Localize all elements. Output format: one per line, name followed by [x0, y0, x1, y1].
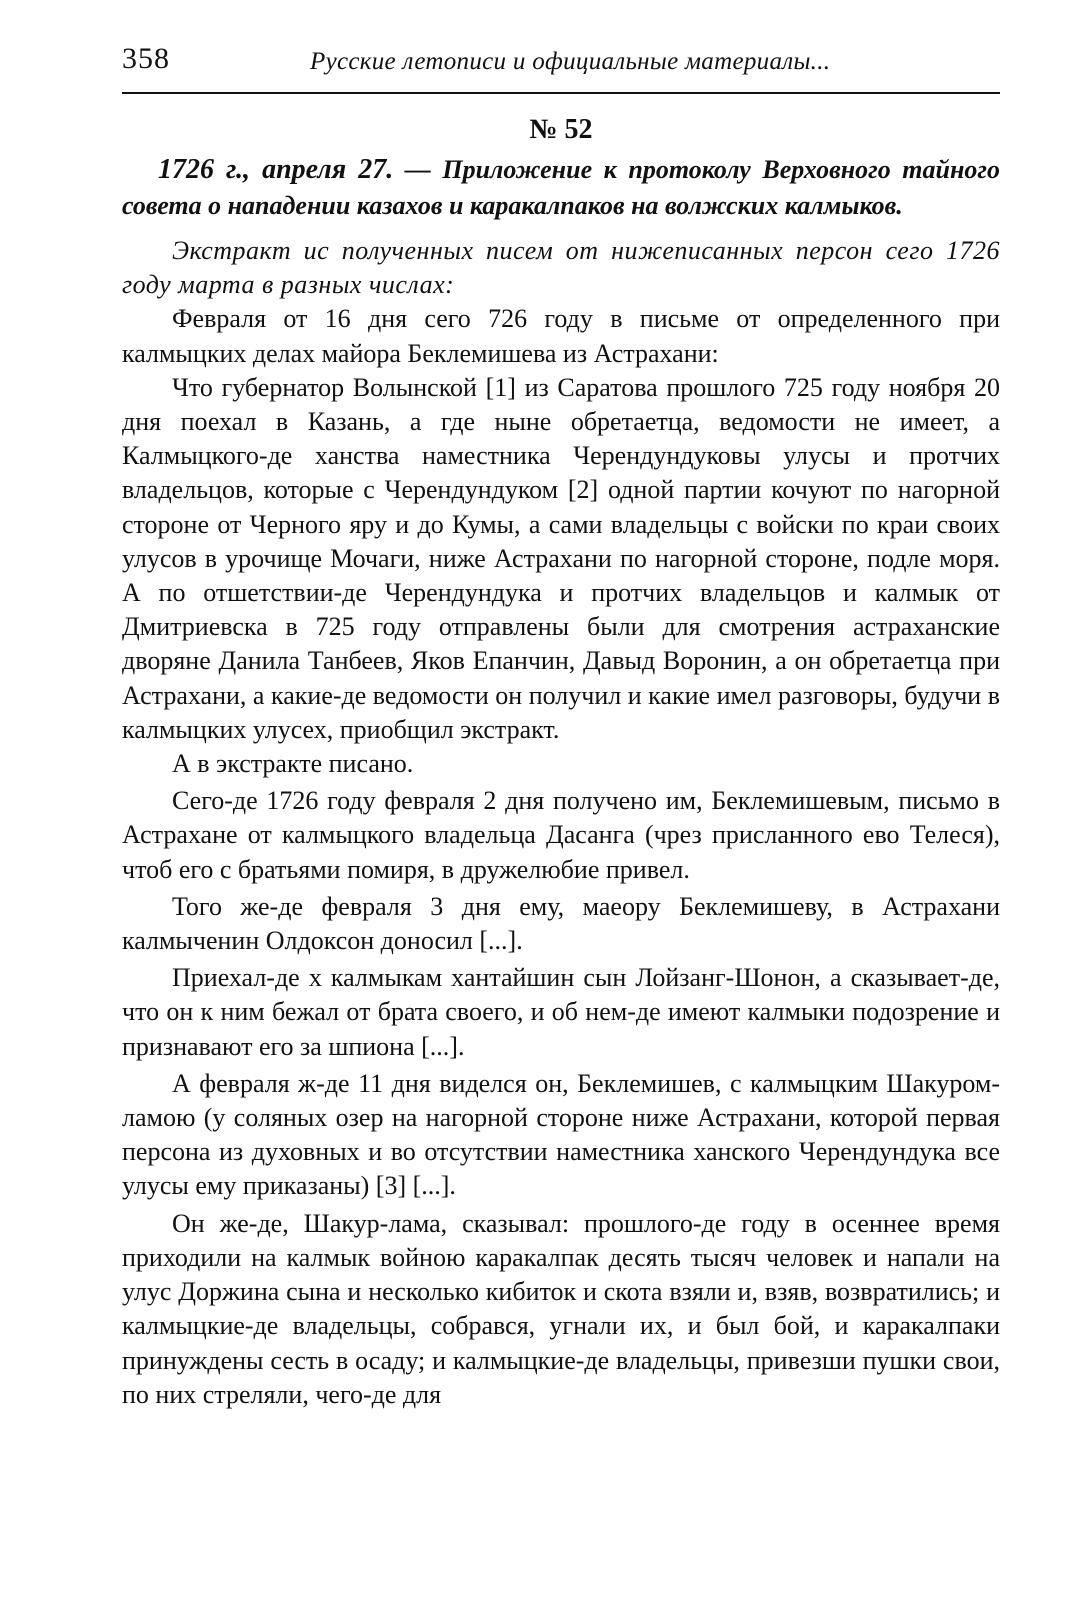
body-paragraph: Он же-де, Шакур-лама, сказывал: прошлого-де году в осеннее время приходили на калмык войною каракалпак десять тысяч человек и напали на улус Доржина сына и несколько кибиток и скота взяли и, взяв, возвратились; и калмыцкие-де владельцы, собрався, угнали их, и был бой, и каракалпаки принуждены сесть в осаду; и калмыцкие-де владельцы, привезши пушки свои, по них стреляли, чего-де для — [122, 1208, 1000, 1409]
document-date: 1726 г., апреля 27. — [158, 154, 394, 185]
body-paragraph: Того же-де февраля 3 дня ему, маеору Беклемишеву, в Астрахани калмыченин Олдоксон доносил [...]. — [122, 891, 1000, 956]
body-paragraph: Что губернатор Волынской [1] из Саратова прошлого 725 году ноября 20 дня поехал в Казань, а где ныне обретаетца, ведомости не имеет, а Калмыцкого-де ханства наместника Черендундуковы улусы и протчих владельцов, которые с Черендундуком [2] одной партии кочуют по нагорной стороне от Черного яру и до Кумы, а сами владельцы с войски по краи своих улусов в урочище Мочаги, ниже Астрахани по нагорной стороне, подле моря. А по отшетствии-де Черендундука и протчих владельцов и калмык от Дмитриевска в 725 году отправлены были для смотрения астраханские дворяне Данила Танбеев, Яков Епанчин, Давыд Воронин, а он обретаетца при Астрахани, а какие-де ведомости он получил и какие имел разговоры, будучи в калмыцких улусех, приобщил экстракт. — [122, 372, 1000, 744]
intro-paragraph: Экстракт ис полученных писем от нижеписанных персон сего 1726 году марта в разных числах: — [122, 236, 1000, 300]
body-paragraph: Февраля от 16 дня сего 726 году в письме от определенного при калмыцких делах майора Беклемишева из Астрахани: — [122, 304, 1000, 368]
body-paragraph: А в экстракте писано. — [172, 749, 414, 779]
document-title — [122, 152, 1000, 224]
page-number: 358 — [122, 42, 170, 75]
document-body — [122, 110, 1000, 1412]
body-paragraph: Сего-де 1726 году февраля 2 дня получено им, Беклемишевым, письмо в Астрахане от калмыцкого владельца Дасанга (чрез присланного ево Телеся), чтоб его с братьями помиря, в дружелюбие привел. — [122, 786, 1000, 884]
document-title-text: — Приложение к протоколу Верховного тайного совета о нападении казахов и каракалпаков на волжских калмыков. — [122, 155, 1001, 220]
header-rule — [122, 92, 1000, 94]
body-paragraph: Приехал-де х калмыкам хантайшин сын Лойзанг-Шонон, а сказывает-де, что он к ним бежал от брата своего, и об нем-де имеют калмыки подозрение и признавают его за шпиона [...]. — [122, 963, 1000, 1061]
body-paragraph: А февраля ж-де 11 дня виделся он, Беклемишев, с калмыцким Шакуром-ламою (у соляных озер на нагорной стороне ниже Астрахани, которой первая персона из духовных и во отсутствии наместника ханского Черендундука все улусы ему приказаны) [3] [...]. — [122, 1068, 1000, 1201]
running-title: Русские летописи и официальные материалы... — [310, 48, 831, 75]
page-header — [122, 40, 1000, 90]
document-number: № 52 — [529, 114, 593, 145]
